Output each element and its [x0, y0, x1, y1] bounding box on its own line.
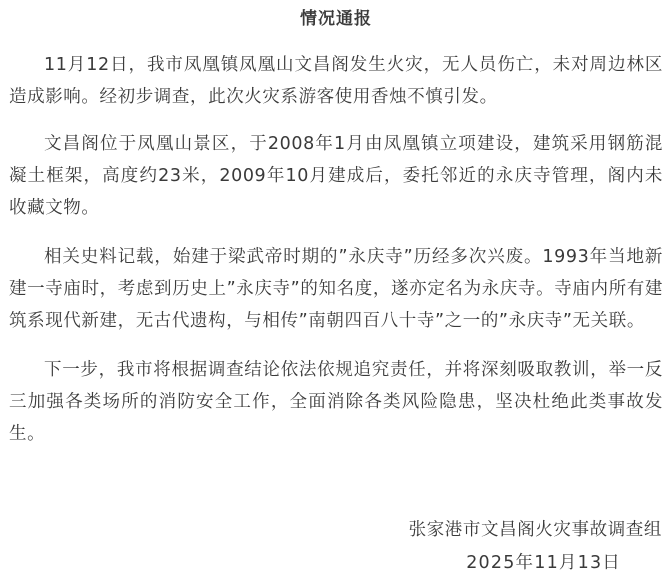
- signature-date: 2025年11月13日: [466, 553, 621, 573]
- document-title: 情况通报: [300, 9, 372, 29]
- paragraph-building-info: 文昌阁位于凤凰山景区，于2008年1月由凤凰镇立项建设，建筑采用钢筋混凝土框架，高度约23米，2009年10月建成后，委托邻近的永庆寺管理，阁内未收藏文物。: [9, 134, 663, 218]
- paragraph-incident: 11月12日，我市凤凰镇凤凰山文昌阁发生火灾，无人员伤亡，未对周边林区造成影响。经初步调查，此次火灾系游客使用香烛不慎引发。: [9, 55, 663, 107]
- paragraph-next-steps: 下一步，我市将根据调查结论依法依规追究责任，并将深刻吸取教训，举一反三加强各类场所的消防安全工作，全面消除各类风险隐患，坚决杜绝此类事故发生。: [9, 360, 663, 444]
- notice-document: [9, 0, 663, 450]
- paragraph-history: 相关史料记载，始建于梁武帝时期的”永庆寺”历经多次兴废。1993年当地新建一寺庙时，考虑到历史上”永庆寺”的知名度，遂亦定名为永庆寺。寺庙内所有建筑系现代新建，无古代遗构，与相传”南朝四百八十寺”之一的”永庆寺”无关联。: [9, 247, 663, 331]
- signature-organization: 张家港市文昌阁火灾事故调查组: [408, 520, 662, 540]
